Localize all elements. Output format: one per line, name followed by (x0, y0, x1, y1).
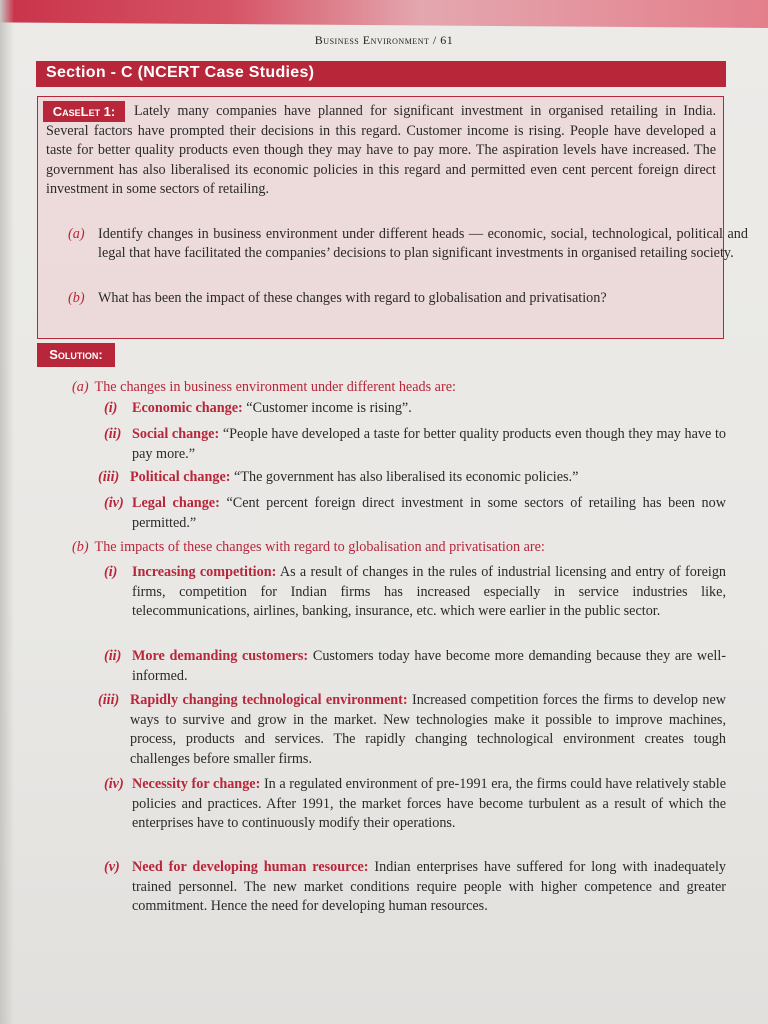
item-heading: Political change: (130, 469, 231, 485)
list-item (104, 858, 726, 917)
question-text: What has been the impact of these changes with regard to globalisation and privatisation? (98, 290, 607, 306)
item-text: “Cent percent foreign direct investment in some sectors of retailing has been now permitted.” (132, 495, 726, 531)
item-marker: (iv) (104, 495, 124, 511)
caselet-text: Lately many companies have planned for significant investment in organised retailing in India. Several factors have prompted their decisions in this regard. Customer income is rising. People have developed a taste for better quality products even though they may have to pay more. The aspiration levels have increased. The government has also liberalised its economic policies in this regard and permitted even cent percent foreign direct investment in some sectors of retailing. (46, 103, 716, 197)
caselet-label: CaseLet 1: (43, 101, 125, 122)
item-text: In a regulated environment of pre-1991 era, the firms could have relatively stable policies and practices. After 1991, the market forces have become turbulent as a result of which the enterprises have to continuously modify their operations. (132, 776, 727, 832)
item-text: “The government has also liberalised its economic policies.” (234, 469, 579, 485)
list-item (104, 399, 726, 419)
solution-label: Solution: (37, 343, 115, 367)
item-text: Increased competition forces the firms to develop new ways to survive and grow in the market. New technologies make it possible to improve machines, process, products and services. The rapidly changing technological environment creates tough challenges before smaller firms. (130, 692, 727, 767)
item-heading: More demanding customers: (132, 648, 309, 664)
item-heading: Rapidly changing technological environment: (130, 692, 408, 708)
item-text: “Customer income is rising”. (246, 400, 412, 416)
item-text: “People have developed a taste for better quality products even though they may have to pay more.” (132, 426, 726, 462)
question-marker: (b) (68, 290, 85, 306)
section-title: Section - C (NCERT Case Studies) (46, 64, 315, 81)
list-item (104, 563, 726, 622)
question-b (68, 289, 748, 308)
item-marker: (ii) (104, 426, 122, 442)
solution-part-a-heading (72, 378, 722, 397)
item-heading: Necessity for change: (132, 776, 261, 792)
part-marker: (b) (72, 539, 89, 555)
part-text: The impacts of these changes with regard to globalisation and privatisation are: (94, 539, 545, 555)
list-item (104, 775, 726, 834)
item-marker: (ii) (104, 648, 122, 664)
page-top-edge (0, 0, 768, 28)
item-text: Customers today have become more demanding because they are well-informed. (132, 648, 727, 684)
item-heading: Need for developing human resource: (132, 859, 369, 875)
item-marker: (v) (104, 859, 120, 875)
item-marker: (iii) (98, 469, 120, 485)
item-text: Indian enterprises have suffered for long with inadequately trained personnel. The new market conditions require people with higher competence and greater commitment. Hence the need for developing human resources. (132, 859, 727, 915)
question-text: Identify changes in business environment under different heads — economic, social, technological, political and legal that have facilitated the companies’ decisions to plan significant investments in organised retailing society. (98, 226, 748, 261)
question-a (68, 225, 748, 263)
list-item (98, 468, 726, 488)
question-marker: (a) (68, 226, 85, 242)
item-heading: Increasing competition: (132, 564, 277, 580)
item-heading: Social change: (132, 426, 220, 442)
list-item (104, 494, 726, 533)
page-gutter-shadow (0, 0, 14, 1024)
item-heading: Legal change: (132, 495, 220, 511)
item-marker: (i) (104, 564, 118, 580)
running-head: Business Environment / 61 (314, 33, 454, 47)
item-marker: (i) (104, 400, 118, 416)
part-text: The changes in business environment under different heads are: (94, 379, 456, 395)
item-heading: Economic change: (132, 400, 243, 416)
item-marker: (iv) (104, 776, 124, 792)
list-item (98, 691, 726, 769)
item-text: As a result of changes in the rules of industrial licensing and entry of foreign firms, competition for Indian firms has increased especially in service industries like, telecommunications, airlines, banking, insurance, etc. which were earlier in the public sector. (132, 564, 727, 620)
list-item (104, 425, 726, 464)
item-marker: (iii) (98, 692, 120, 708)
solution-part-b-heading (72, 538, 722, 557)
caselet-box (37, 96, 748, 339)
part-marker: (a) (72, 379, 89, 395)
section-title-bar (36, 61, 726, 87)
list-item (104, 647, 726, 686)
